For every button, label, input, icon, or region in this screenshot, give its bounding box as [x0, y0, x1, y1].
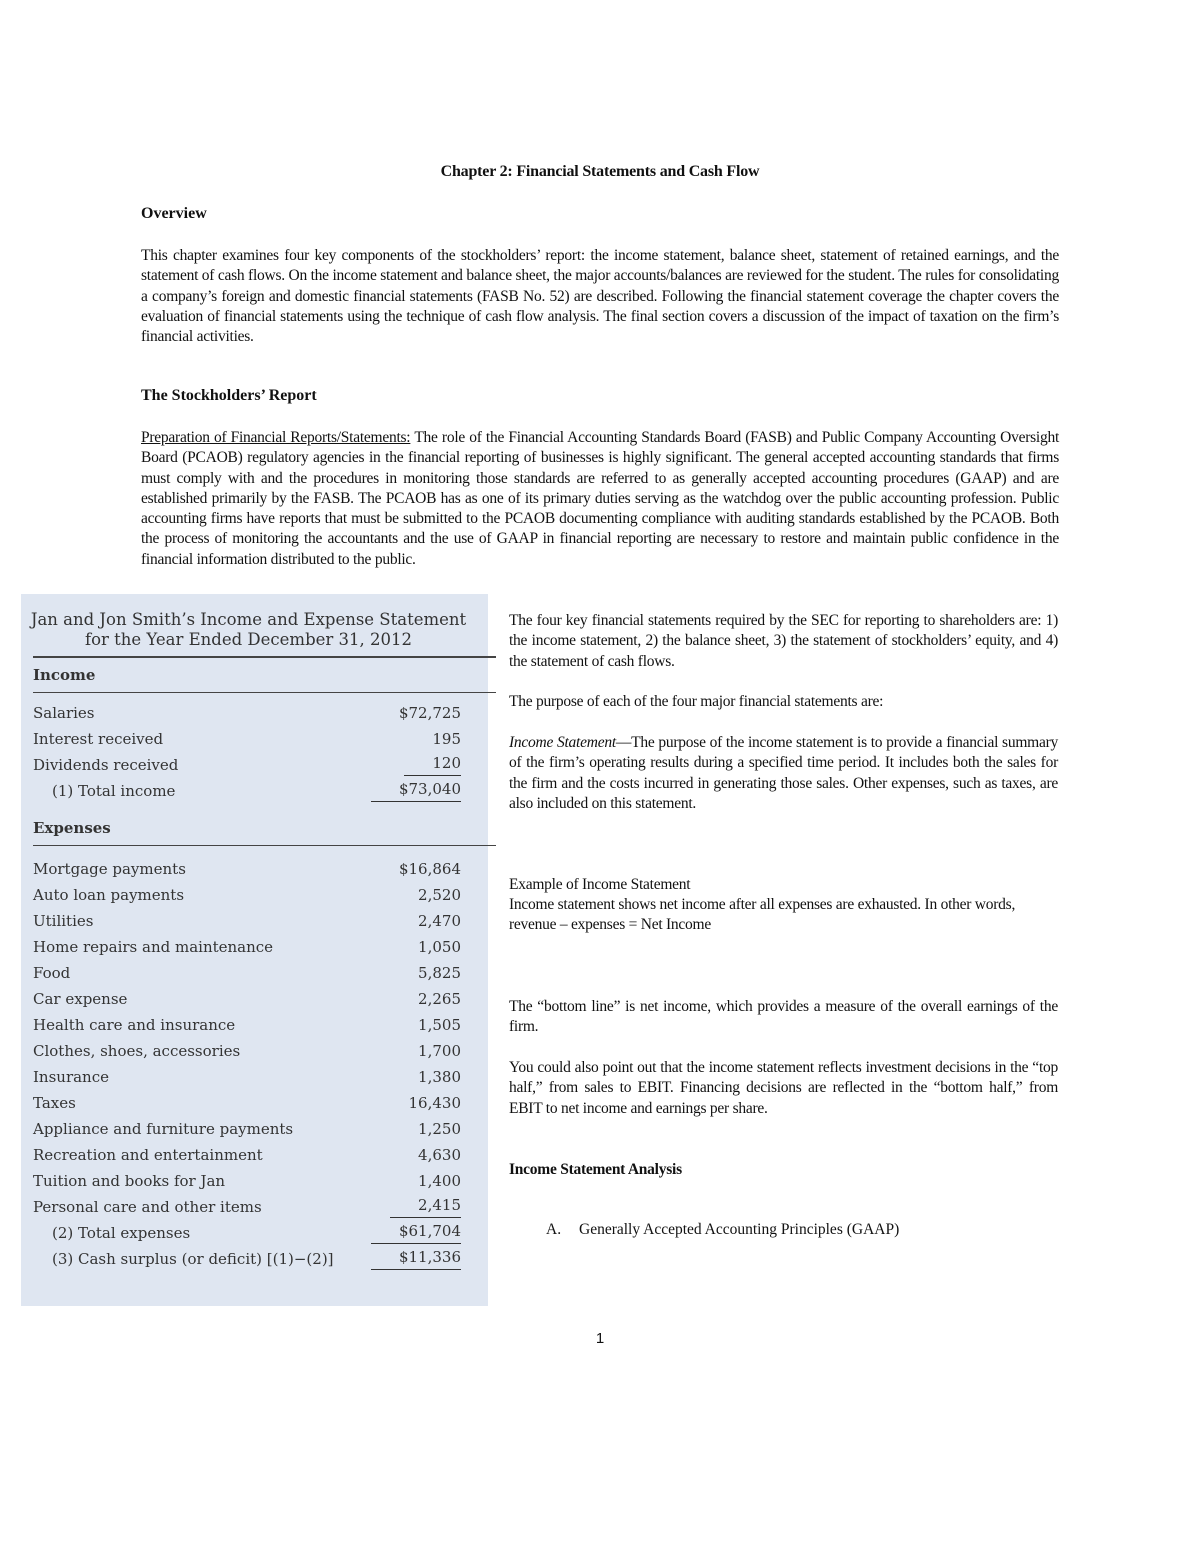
row-amount: $61,704	[371, 1220, 461, 1244]
row-amount: 195	[432, 730, 461, 748]
income-row	[33, 700, 461, 726]
row-label: Recreation and entertainment	[33, 1146, 263, 1164]
income-row	[33, 726, 461, 752]
row-label: (2) Total expenses	[52, 1224, 191, 1242]
income-expense-statement	[21, 594, 488, 1306]
expense-row	[33, 908, 461, 934]
row-label: Mortgage payments	[33, 860, 186, 878]
total-income-row	[33, 778, 461, 804]
row-amount: 2,415	[390, 1194, 461, 1218]
row-label: Home repairs and maintenance	[33, 938, 274, 956]
bottom-line-paragraph: The “bottom line” is net income, which provides a measure of the overall earnings of the firm.	[509, 998, 1058, 1036]
row-amount: 2,265	[418, 990, 461, 1008]
expense-row	[33, 1194, 461, 1220]
row-label: Health care and insurance	[33, 1016, 236, 1034]
rule	[33, 845, 496, 846]
row-label: Car expense	[33, 990, 128, 1008]
row-amount: 1,505	[418, 1016, 461, 1034]
row-amount: 1,050	[418, 938, 461, 956]
row-amount: 4,630	[418, 1146, 461, 1164]
row-amount: 2,470	[418, 912, 461, 930]
row-label: Auto loan payments	[33, 886, 185, 904]
analysis-heading: Income Statement Analysis	[509, 1161, 682, 1178]
expense-row	[33, 1038, 461, 1064]
list-marker: A.	[546, 1221, 562, 1238]
page-title: Chapter 2: Financial Statements and Cash Flow	[440, 163, 760, 180]
expense-row	[33, 1142, 461, 1168]
page-number: 1	[595, 1330, 605, 1347]
statement-title-line1: Jan and Jon Smith’s Income and Expense Statement	[30, 610, 467, 629]
row-amount: 1,380	[418, 1068, 461, 1086]
overview-paragraph: This chapter examines four key components of the stockholders’ report: the income statement, balance sheet, statement of retained earnings, and the statement of cash flows. On the income statement and balance sheet, the major accounts/balances are reviewed for the student. The rules for consolidating a company’s foreign and domestic financial statements (FASB No. 52) are described. Following the financial statement coverage the chapter covers the evaluation of financial statements using the technique of cash flow analysis. The final section covers a discussion of the impact of taxation on the firm’s financial activities.	[141, 247, 1059, 346]
row-amount: $73,040	[371, 778, 461, 802]
stockholders-report-heading: The Stockholders’ Report	[141, 387, 317, 404]
row-label: Salaries	[33, 704, 95, 722]
row-label: Food	[33, 964, 71, 982]
row-label: Utilities	[33, 912, 94, 930]
expense-row	[33, 986, 461, 1012]
expense-row	[33, 1090, 461, 1116]
cash-surplus-row	[33, 1246, 461, 1272]
row-amount: 16,430	[408, 1094, 461, 1112]
row-label: Interest received	[33, 730, 164, 748]
rule	[33, 656, 496, 658]
overview-heading: Overview	[141, 205, 207, 222]
row-amount: 1,250	[418, 1120, 461, 1138]
row-label: Personal care and other items	[33, 1198, 262, 1216]
row-amount: 1,400	[418, 1172, 461, 1190]
row-label: Insurance	[33, 1068, 109, 1086]
example-heading: Example of Income Statement	[509, 876, 691, 893]
purpose-paragraph: The purpose of each of the four major financial statements are:	[509, 693, 884, 710]
top-half-paragraph: You could also point out that the income statement reflects investment decisions in the “top half,” from sales to EBIT. Financing decisions are reflected in the “bottom half,” from EBIT to net income and earnings per share.	[509, 1059, 1058, 1117]
example-paragraph: Income statement shows net income after all expenses are exhausted. In other words, revenue – expenses = Net Income	[509, 896, 1016, 934]
row-label: Taxes	[33, 1094, 76, 1112]
row-amount: $72,725	[398, 704, 461, 722]
preparation-text: The role of the Financial Accounting Standards Board (FASB) and Public Company Accounting Oversight Board (PCAOB) regulatory agencies in the financial reporting of businesses is highly significant. The general accepted accounting standards that firms must comply with and the procedures in monitoring those standards are referred to as generally accepted accounting procedures (GAAP) and are established primarily by the FASB. The PCAOB has as one of its primary duties serving as the watchdog over the public accounting profession. Public accounting firms have reports that must be submitted to the PCAOB documenting compliance with auditing standards established by the PCAOB. Both the process of monitoring the accountants and the use of GAAP in financial reporting are necessary to restore and maintain public confidence in the financial information distributed to the public.	[141, 429, 1059, 568]
stockholders-report-paragraph	[141, 428, 1059, 570]
expense-row	[33, 1012, 461, 1038]
row-amount: 5,825	[418, 964, 461, 982]
expense-row	[33, 1168, 461, 1194]
income-statement-paragraph	[509, 733, 1058, 814]
list-text: Generally Accepted Accounting Principles (GAAP)	[579, 1221, 900, 1238]
row-amount: 120	[404, 752, 461, 776]
expense-row	[33, 1116, 461, 1142]
income-row	[33, 752, 461, 778]
income-statement-lead: Income Statement	[509, 734, 616, 751]
expense-row	[33, 960, 461, 986]
row-amount: $16,864	[398, 860, 461, 878]
row-amount: 2,520	[418, 886, 461, 904]
row-label: (1) Total income	[52, 782, 176, 800]
row-label: Dividends received	[33, 756, 179, 774]
total-expenses-row	[33, 1220, 461, 1246]
row-label: Tuition and books for Jan	[33, 1172, 226, 1190]
statement-title	[21, 610, 476, 650]
rule	[33, 692, 496, 693]
row-amount: $11,336	[371, 1246, 461, 1270]
expense-row	[33, 856, 461, 882]
income-statement-text: —The purpose of the income statement is to provide a financial summary of the firm’s operating results during a specified time period. It includes both the sales for the firm and the costs incurred in generating those sales. Other expenses, such as taxes, are also included on this statement.	[509, 734, 1058, 812]
expense-row	[33, 1064, 461, 1090]
row-label: (3) Cash surplus (or deficit) [(1)−(2)]	[52, 1250, 334, 1268]
expense-row	[33, 882, 461, 908]
row-amount: 1,700	[418, 1042, 461, 1060]
key-statements-paragraph: The four key financial statements required by the SEC for reporting to shareholders are: 1) the income statement, 2) the balance sheet, 3) the statement of stockholders’ equity, and 4) the statement of cash flows.	[509, 612, 1058, 670]
row-label: Clothes, shoes, accessories	[33, 1042, 241, 1060]
income-section-heading: Income	[33, 666, 96, 684]
statement-title-line2: for the Year Ended December 31, 2012	[84, 630, 413, 649]
row-label: Appliance and furniture payments	[33, 1120, 294, 1138]
expenses-section-heading: Expenses	[33, 819, 111, 837]
expense-row	[33, 934, 461, 960]
preparation-lead: Preparation of Financial Reports/Statements:	[141, 429, 411, 446]
